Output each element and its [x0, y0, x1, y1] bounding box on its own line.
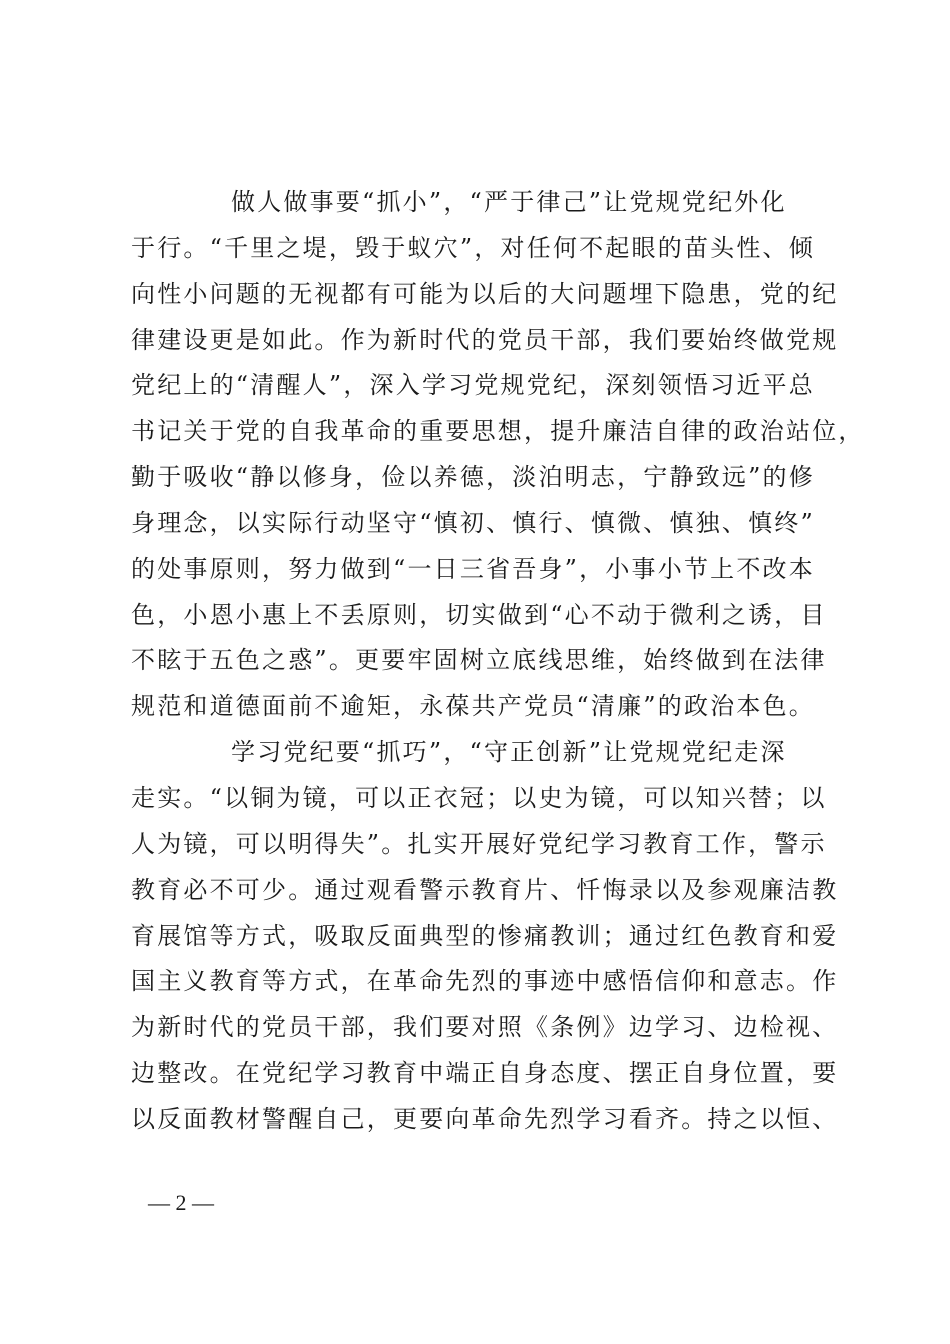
paragraph-1-line-10: 色，小恩小惠上不丢原则，切实做到“心不动于微利之诱，目: [131, 600, 827, 629]
paragraph-1-line-6: 书记关于党的自我革命的重要思想，提升廉洁自律的政治站位，: [131, 417, 865, 446]
paragraph-1-line-2: 于行。“千里之堤，毁于蚁穴”，对任何不起眼的苗头性、倾: [131, 233, 815, 262]
body-text: [131, 180, 865, 1143]
paragraph-2-line-7: 为新时代的党员干部，我们要对照《条例》边学习、边检视、: [131, 1013, 839, 1042]
paragraph-1-line-11: 不眩于五色之惑”。更要牢固树立底线思维，始终做到在法律: [131, 646, 827, 675]
paragraph-1-line-8: 身理念，以实际行动坚守“慎初、慎行、慎微、慎独、慎终”: [131, 508, 815, 537]
paragraph-2-line-8: 边整改。在党纪学习教育中端正自身态度、摆正自身位置，要: [131, 1059, 839, 1088]
paragraph-1-line-3: 向性小问题的无视都有可能为以后的大问题埋下隐患，党的纪: [131, 279, 839, 308]
paragraph-2-line-2: 走实。“以铜为镜，可以正衣冠；以史为镜，可以知兴替；以: [131, 783, 827, 812]
paragraph-1-line-7: 勤于吸收“静以修身，俭以养德，淡泊明志，宁静致远”的修: [131, 463, 815, 492]
paragraph-1-line-5: 党纪上的“清醒人”，深入学习党规党纪，深刻领悟习近平总: [131, 371, 815, 400]
paragraph-2-line-5: 育展馆等方式，吸取反面典型的惨痛教训；通过红色教育和爱: [131, 921, 839, 950]
paragraph-2-line-3: 人为镜，可以明得失”。扎实开展好党纪学习教育工作，警示: [131, 829, 827, 858]
paragraph-2-line-9: 以反面教材警醒自己，更要向革命先烈学习看齐。持之以恒、: [131, 1104, 839, 1133]
paragraph-2-line-6: 国主义教育等方式，在革命先烈的事迹中感悟信仰和意志。作: [131, 967, 839, 996]
paragraph-1-line-9: 的处事原则，努力做到“一日三省吾身”，小事小节上不改本: [131, 554, 815, 583]
paragraph-2-line-1: 学习党纪要“抓巧”，“守正创新”让党规党纪走深: [231, 738, 787, 767]
paragraph-1-line-12: 规范和道德面前不逾矩，永葆共产党员“清廉”的政治本色。: [131, 692, 815, 721]
paragraph-1-line-4: 律建设更是如此。作为新时代的党员干部，我们要始终做党规: [131, 325, 839, 354]
paragraph-1-line-1: 做人做事要“抓小”，“严于律己”让党规党纪外化: [231, 188, 787, 216]
page-number: — 2 —: [148, 1190, 214, 1215]
paragraph-2-line-4: 教育必不可少。通过观看警示教育片、忏悔录以及参观廉洁教: [131, 875, 839, 904]
